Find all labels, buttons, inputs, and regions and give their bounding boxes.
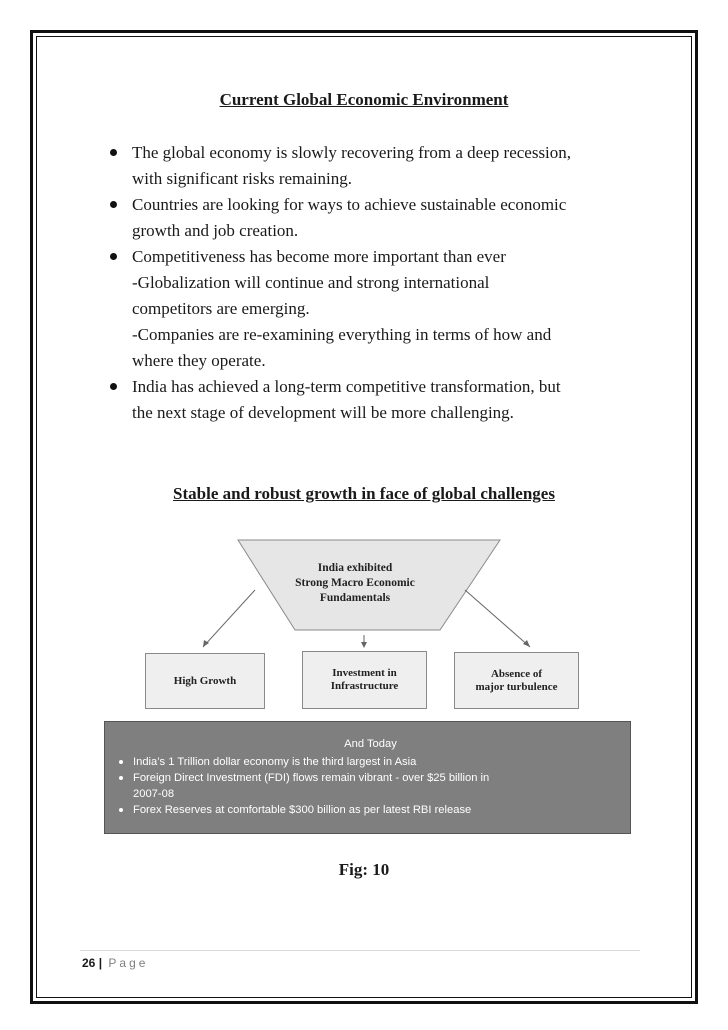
bullet-item xyxy=(106,244,646,374)
bullet-line: -Globalization will continue and strong international xyxy=(132,273,490,292)
page-separator: | xyxy=(98,956,103,970)
and-today-panel xyxy=(104,721,631,834)
page-footer xyxy=(82,956,148,970)
today-item xyxy=(119,770,622,802)
box-label: High Growth xyxy=(173,674,237,687)
figure-heading: Stable and robust growth in face of global challenges xyxy=(173,484,555,503)
growth-figure xyxy=(100,535,635,840)
infrastructure-box xyxy=(302,651,427,709)
and-today-heading: And Today xyxy=(344,738,397,750)
bullet-line: Countries are looking for ways to achieve sustainable economic xyxy=(132,195,567,214)
bullet-line: growth and job creation. xyxy=(132,221,299,240)
bullet-icon xyxy=(119,776,123,780)
arrow-right xyxy=(465,590,530,647)
bullet-item xyxy=(106,374,646,426)
bullet-icon xyxy=(110,253,117,260)
bullet-icon xyxy=(119,808,123,812)
bullet-line: Competitiveness has become more important than ever xyxy=(132,247,506,266)
today-list xyxy=(119,754,622,818)
bullet-icon xyxy=(110,201,117,208)
box-label: major turbulence xyxy=(475,680,558,693)
today-item-text: Forex Reserves at comfortable $300 billion as per latest RBI release xyxy=(133,804,472,816)
turbulence-box xyxy=(454,652,579,709)
today-item-text: India’s 1 Trillion dollar economy is the third largest in Asia xyxy=(133,756,417,768)
bullet-line: competitors are emerging. xyxy=(132,299,310,318)
bullet-line: where they operate. xyxy=(132,351,266,370)
bullet-item xyxy=(106,192,646,244)
bullet-line: The global economy is slowly recovering from a deep recession, xyxy=(132,143,572,162)
bullet-line: India has achieved a long-term competitive transformation, but xyxy=(132,377,561,396)
bullet-icon xyxy=(110,149,117,156)
bullet-line: the next stage of development will be more challenging. xyxy=(132,403,514,422)
bullet-icon xyxy=(110,383,117,390)
page-label: Page xyxy=(108,956,149,970)
page-number: 26 xyxy=(82,956,96,970)
arrowhead-middle xyxy=(361,642,367,648)
top-box-line: Fundamentals xyxy=(319,592,391,604)
top-box-text xyxy=(270,561,440,606)
box-label: Investment in xyxy=(332,667,397,679)
today-item-text: 2007-08 xyxy=(133,788,175,800)
top-box-line: Strong Macro Economic xyxy=(295,577,415,589)
bullet-list xyxy=(106,140,646,426)
today-item-text: Foreign Direct Investment (FDI) flows remain vibrant - over $25 billion in xyxy=(133,772,490,784)
box-label: Absence of xyxy=(490,667,542,680)
bullet-line: -Companies are re-examining everything in terms of how and xyxy=(132,325,552,344)
bullet-line: with significant risks remaining. xyxy=(132,169,353,188)
bullet-item xyxy=(106,140,646,192)
box-label: Infrastructure xyxy=(330,680,399,692)
footer-divider xyxy=(80,950,640,951)
page-title: Current Global Economic Environment xyxy=(219,90,509,109)
figure-caption: Fig: 10 xyxy=(338,860,390,879)
top-box-line: India exhibited xyxy=(317,562,393,574)
arrow-left xyxy=(203,590,255,647)
arrowhead-right xyxy=(523,640,530,647)
today-item xyxy=(119,802,622,818)
high-growth-box xyxy=(145,653,265,709)
bullet-icon xyxy=(119,760,123,764)
today-item xyxy=(119,754,622,770)
